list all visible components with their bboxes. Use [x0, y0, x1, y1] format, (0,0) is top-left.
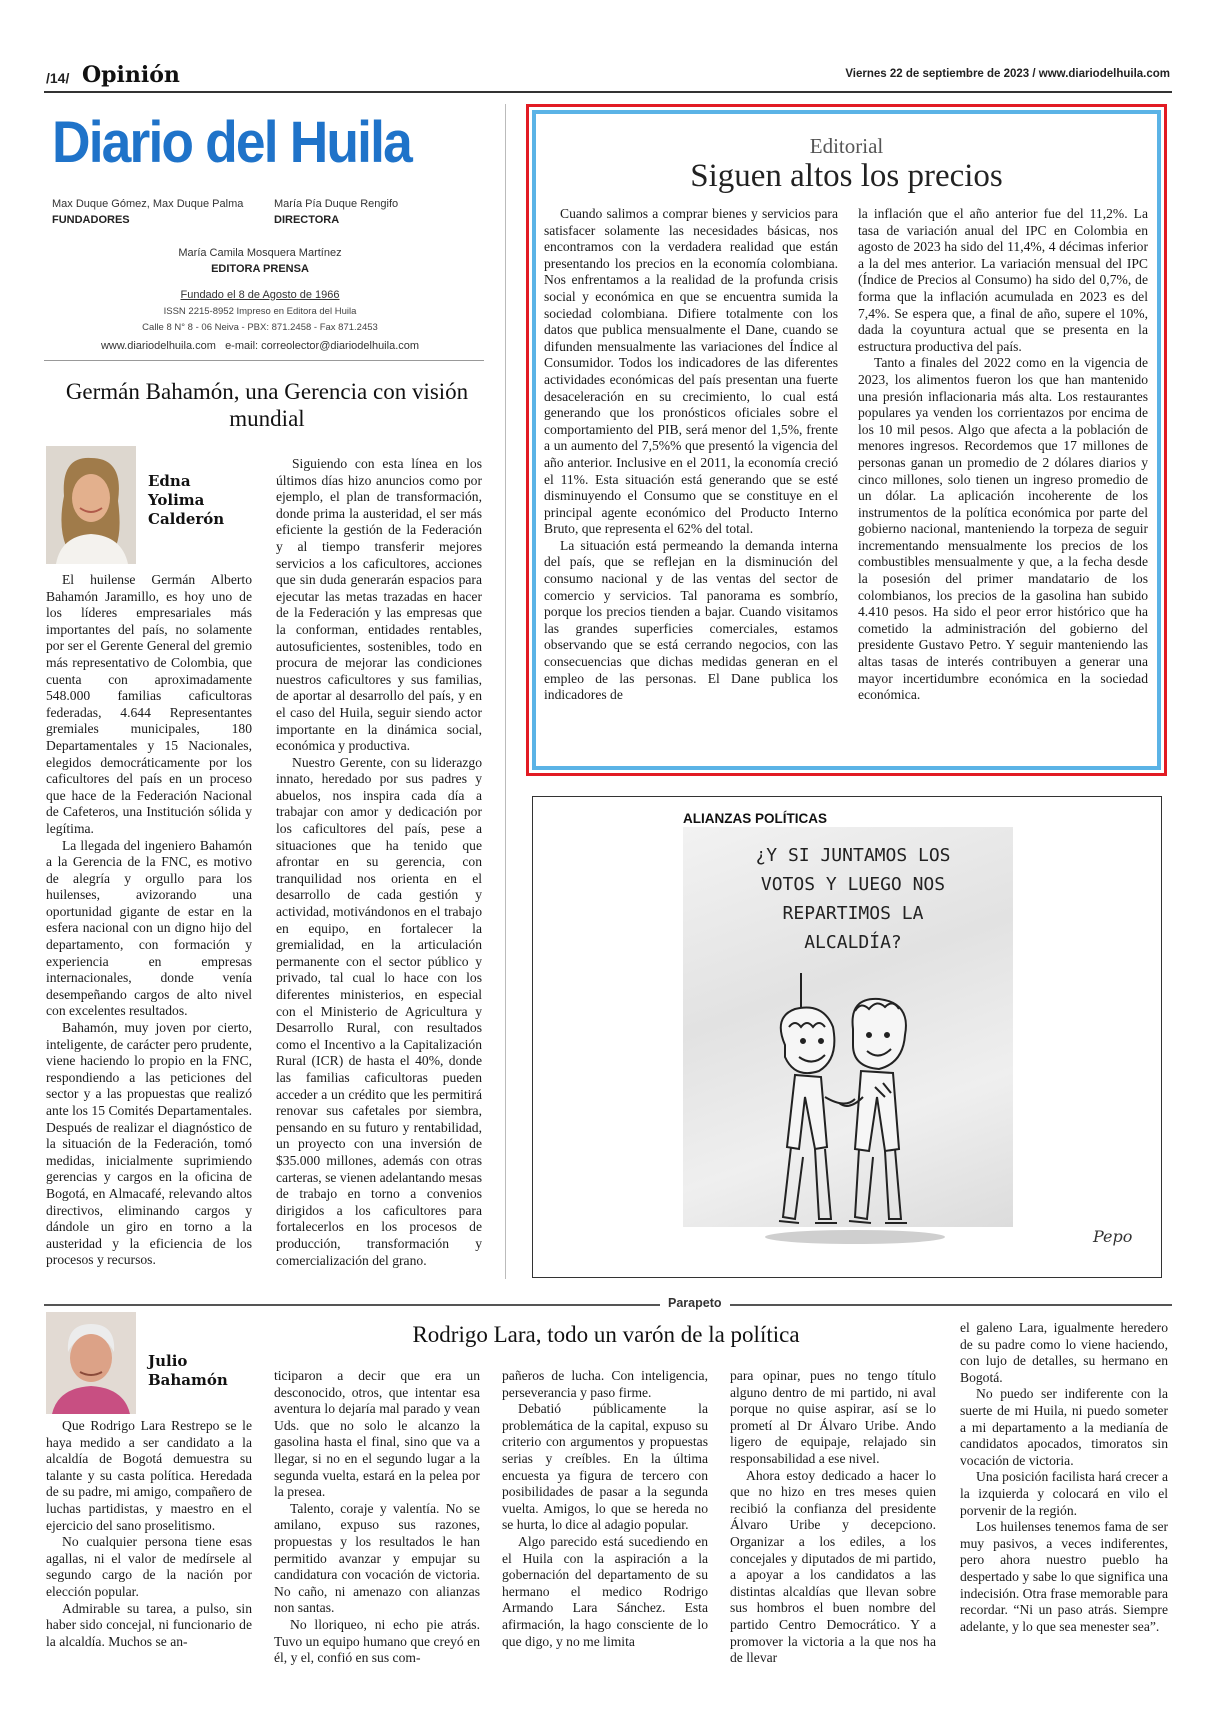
paragraph: Una posición facilista hará crecer a la izquierda y colocará en vilo el porvenir de la región. [960, 1469, 1168, 1518]
founders-role: FUNDADORES [52, 214, 130, 226]
issn: ISSN 2215-8952 Impreso en Editora del Huila [163, 306, 357, 317]
paragraph: No lloriqueo, ni echo pie atrás. Tuvo un equipo humano que creyó en él, y el, confió en sus com- [274, 1616, 480, 1666]
article2-col2 [274, 1368, 480, 1667]
editor-name: María Camila Mosquera Martínez [178, 247, 342, 259]
paragraph: la inflación que el año anterior fue del 11,2%. La tasa de variación anual del IPC en Colombia en agosto de 2023 ha sido del 11,4%, 4 décimas inferior a la del mes anterior. La variación mensual del IPC (Índice de Precios al Consumo) ha sido del 0,7%, de forma que la inflación acumulada en 2023 es del 7,4%. Se espera que, a final de año, supere el 10%, dada la coyuntura actual que se presenta en la estructura productiva del país. [858, 206, 1148, 354]
paragraph: El huilense Germán Alberto Bahamón Jaramillo, es hoy uno de los líderes empresariales más importantes del país, no solamente por ser el Gerente General del gremio más representativo de Colombia, que cuenta con aproximadamente 548.000 familias caficultoras federadas, 4.644 Representantes gremiales municipales, 180 Departamentales y 15 Nacionales, elegidos democráticamente por los caficultores del país en un proceso que hace de la Federación Nacional de Cafeteros, una Institución sólida y legítima. [46, 572, 252, 836]
paragraph: Siguiendo con esta línea en los últimos días hizo anuncios como por ejemplo, el plan de transformación, donde prima la austeridad, el ser más eficiente la gestión de la Federación y al tiempo transferir mejores servicios a los caficultores, acciones que sin duda generarán espacios para ejecutar las metas trazadas en hacer de la Federación y las empresas que la conforman, entidades rentables, autosuficientes, sostenibles, todo en procura de mejorar las condiciones nuestros caficultores y sus familias, de aportar al desarrollo del país, y en el caso del Huila, seguir siendo actor importante en la dinámica social, económica y productiva. [276, 456, 482, 754]
logo: Diario del Huila [52, 110, 411, 175]
paragraph: Cuando salimos a comprar bienes y servicios para satisfacer solamente las necesidades básicas, nos encontramos con la verdadera realidad que están presentando los precios en la economía colombiana. Nos enfrentamos a la realidad de la profunda crisis social y económica en que se encuentra sumida la sociedad colombiana. Difiere totalmente con los datos que publica mensualmente el Dane, cuando se difunden mensualmente las variaciones del Índice al Consumidor. Todos los indicadores de las diferentes actividades económicas del país presentan una fuerte desaceleración en su crecimiento, lo cual está generando que los pronósticos oficiales sobre el comportamiento del PIB, será menor del 1,5%, frente a un aumento del 7,5%% que presentó la vigencia del año anterior. Inclusive en el 2011, la economía creció el 11%. Esta situación está generando que se esté disminuyendo el Consumo que se constituye en el principal agente económico del Producto Interno Bruto, que representa el 62% del total. [544, 206, 838, 537]
avatar-icon [46, 1312, 136, 1414]
article2-kicker: Parapeto [660, 1296, 730, 1310]
author-photo-julio [46, 1312, 136, 1414]
speech-line: ¿Y SI JUNTAMOS LOS [755, 845, 951, 866]
article2-col5 [960, 1320, 1168, 1635]
paragraph: No cualquier persona tiene esas agallas, ni el valor de medírsele al segundo cargo de la nación por elección popular. [46, 1534, 252, 1599]
masthead-rule [44, 360, 484, 361]
article2-rule [44, 1304, 1172, 1306]
article1-col2 [276, 456, 482, 1269]
editorial-col2 [858, 206, 1148, 704]
paragraph: pañeros de lucha. Con inteligencia, perseverancia y paso firme. [502, 1368, 708, 1400]
paragraph: Algo parecido está sucediendo en el Huila con la aspiración a la gobernación del departamento de su hermano el medico Rodrigo Armando Lara Sánchez. Esta afirmación, la hago consciente de lo que digo, y no me limita [502, 1533, 708, 1649]
page-number: /14/ [46, 70, 70, 86]
founders-names: Max Duque Gómez, Max Duque Palma [52, 198, 244, 210]
editorial-col1 [544, 206, 838, 704]
header-rule [44, 91, 1172, 93]
website-email: www.diariodelhuila.com e-mail: correolector@diariodelhuila.com [100, 340, 420, 352]
paragraph: para opinar, pues no tengo título alguno dentro de mi partido, ni aval porque no quise aspirar, así se lo prometí al Dr Álvaro Uribe. Ando ligero de equipaje, relajado sin responsabilidad a ese nivel. [730, 1368, 936, 1466]
article2-col3 [502, 1368, 708, 1650]
paragraph: Admirable su tarea, a pulso, sin haber sido concejal, ni funcionario de la alcaldía. Muchos se an- [46, 1600, 252, 1649]
speech-line: VOTOS Y LUEGO NOS [760, 874, 946, 895]
address: Calle 8 N° 8 - 06 Neiva - PBX: 871.2458 - Fax 871.2453 [142, 322, 378, 333]
cartoon-signature: Pepo [1093, 1227, 1133, 1246]
paragraph: La situación está permeando la demanda interna del país, que se reflejan en la disminución del consumo nacional y de las ventas del sector de comercio y servicios. Tal panorama es sombrío, porque los precios tienden a bajar. Cuando visitamos las grandes superficies comerciales, estamos observando que se está cerrando negocios, con las consecuencias que dichas medidas generan en el empleo de las personas. El Dane publica los indicadores de [544, 537, 838, 703]
paragraph: Nuestro Gerente, con su liderazgo innato, heredado por sus padres y abuelos, nos inspira cada día a trabajar con amor y dedicación por los caficultores del país, pese a situaciones que ha tenido que afrontar en su gerencia, con tranquilidad nos orienta en el desarrollo de cada gestión y actividad, motivándonos en el trabajo en equipo, en fortalecer la gremialidad, en la articulación permanente con el sector público y privado, tal cual lo hace con los diferentes ministerios, en especial con el Ministerio de Agricultura y Desarrollo Rural, con resultados como el Incentivo a la Capitalización Rural (ICR) de hasta el 40%, donde las familias caficultoras pueden acceder a un crédito que les permitirá renovar sus cafetales por siembra, pensando en su futuro y rentabilidad, un proyecto con una inversión de $35.000 millones, además con otras carteras, se vienen adelantando mesas de trabajo en torno a convenios dirigidos a los caficultores para fortalecerlos en los procesos de producción, transformación y comercialización del grano. [276, 754, 482, 1268]
section-title: Opinión [82, 62, 180, 88]
paragraph: Debatió públicamente la problemática de la capital, expuso su criterio con argumentos y propuestas serias y creíbles. En la última encuesta ya figura de tercero con posibilidades de pasar a la segunda vuelta. Amigos, lo que se hereda no se hurta, lo dice al adagio popular. [502, 1401, 708, 1533]
article1-title: Germán Bahamón, una Gerencia con visión mundial [65, 379, 469, 431]
speech-line: ALCALDÍA? [804, 932, 902, 953]
paragraph: Que Rodrigo Lara Restrepo se le haya medido a ser candidato a la alcaldía de Bogotá demuestra su talante y su casta política. Heredada de su padre, mi amigo, compañero de luchas partidistas, y maestro en el ejercicio del sano proselitismo. [46, 1418, 252, 1533]
editorial-kicker: Editorial [809, 134, 884, 158]
editorial-title: Siguen altos los precios [690, 158, 1003, 194]
article1-col1 [46, 572, 252, 1269]
speech-line: REPARTIMOS LA [782, 903, 924, 924]
director-role: DIRECTORA [274, 214, 340, 226]
paragraph: La llegada del ingeniero Bahamón a la Gerencia de la FNC, es motivo de alegría y orgullo para los huilenses, avizorando una oportunidad gigante de estar en la esfera nacional con un digno hijo del departamento, con formación y experiencia en empresas internacionales, donde venía desempeñando cargos de alto nivel con excelentes resultados. [46, 837, 252, 1019]
author-name-julio: Julio Bahamón [148, 1352, 228, 1389]
author-photo-edna [46, 446, 136, 564]
author-name-edna: Edna Yolima Calderón [148, 472, 225, 528]
paragraph: Los huilenses tenemos fama de ser muy pasivos, a veces indiferentes, pero ahora nuestro pueblo ha despertado y sabe lo que significa una indecisión. Otra frase memorable para recordar. “Ni un paso atrás. Siempre adelante, y lo que sea menester sea”. [960, 1519, 1168, 1634]
paragraph: el galeno Lara, igualmente heredero de su padre como lo viene haciendo, con lujo de detalles, su hermano en Bogotá. [960, 1320, 1168, 1385]
paragraph: ticiparon a decir que era un desconocido, otros, que intentar esa aventura lo dejaría mal parado y vean Uds. que no solo le alcanzo la gasolina hasta el final, sino que va a llegar, si no en el segundo lugar a la segunda vuelta, estará en la pelea por la presea. [274, 1368, 480, 1500]
paragraph: No puedo ser indiferente con la suerte de mi Huila, ni puedo someter a mi departamento a la medianía de candidatos apocados, timoratos sin vocación de victoria. [960, 1386, 1168, 1468]
article2-title: Rodrigo Lara, todo un varón de la política [412, 1322, 800, 1347]
article2-col4 [730, 1368, 936, 1667]
director-name: María Pía Duque Rengifo [274, 198, 399, 210]
paragraph: Bahamón, muy joven por cierto, inteligente, de carácter pero prudente, viene haciendo lo propio en la FNC, respondiendo a las peticiones del sector y a las propuestas que realizó ante los 15 Comités Departamentales. Después de realizar el diagnóstico de la situación de la Federación, tomó medidas, inicialmente suprimiendo gerencias y cargos en la oficina de Bogotá, en Almacafé, relevando altos directivos, eliminando cargos y dándole un giro en torno a la austeridad y la eficiencia de los procesos y recursos. [46, 1020, 252, 1268]
date-site: Viernes 22 de septiembre de 2023 / www.diariodelhuila.com [845, 68, 1170, 80]
cartoon-speech [683, 841, 1023, 957]
column-divider [505, 104, 506, 1279]
paragraph: Talento, coraje y valentía. No se amilano, expuso sus razones, propuestas y los resultados le han permitido avanzar y empujar su candidatura con vocación de victoria. No caño, ni amenazo con alianzas non santas. [274, 1500, 480, 1616]
paragraph: Ahora estoy dedicado a hacer lo que no hizo en tres meses quien recibió la confianza del presidente Álvaro Uribe y decepciono. Organizar a los ediles, a los concejales y diputados de mi partido, a apoyar a los candidatos a las distintas alcaldías que llevan sobre sus hombros el buen nombre del partido Centro Democrático. Y a promover la victoria a la que nos ha de llevar [730, 1467, 936, 1666]
article2-col1 [46, 1418, 252, 1650]
paragraph: Tanto a finales del 2022 como en la vigencia de 2023, los alimentos fueron los que han mantenido una presión inflacionaria más alta. Los restaurantes populares ya venden los corrientazos por encima de los 10 mil pesos. Algo que afecta a la población de menores ingresos. Recordemos que 17 millones de personas ganan un promedio de 2 dólares diarios y cinco millones, solo tienen un ingreso promedio de un dólar. La aplicación incoherente de los instrumentos de la política económica por parte del gobierno nacional, manteniendo la torpeza de seguir incrementando mensualmente los precios de los combustibles mensualmente y que, a la fecha desde la posesión del primer mandatario de los colombianos, los precios de la gasolina han subido 4.410 pesos. Ha sido el peor error histórico que ha cometido la administración del gobierno del presidente Gustavo Petro. Y seguir manteniendo las altas tasas de interés contribuyen a generar una mayor incertidumbre económica en la sociedad económica. [858, 355, 1148, 703]
cartoon-frame [532, 796, 1162, 1278]
founded-date: Fundado el 8 de Agosto de 1966 [180, 289, 340, 301]
cartoon-title: ALIANZAS POLÍTICAS [683, 811, 827, 826]
editor-role: EDITORA PRENSA [211, 263, 309, 275]
avatar-icon [46, 446, 136, 564]
